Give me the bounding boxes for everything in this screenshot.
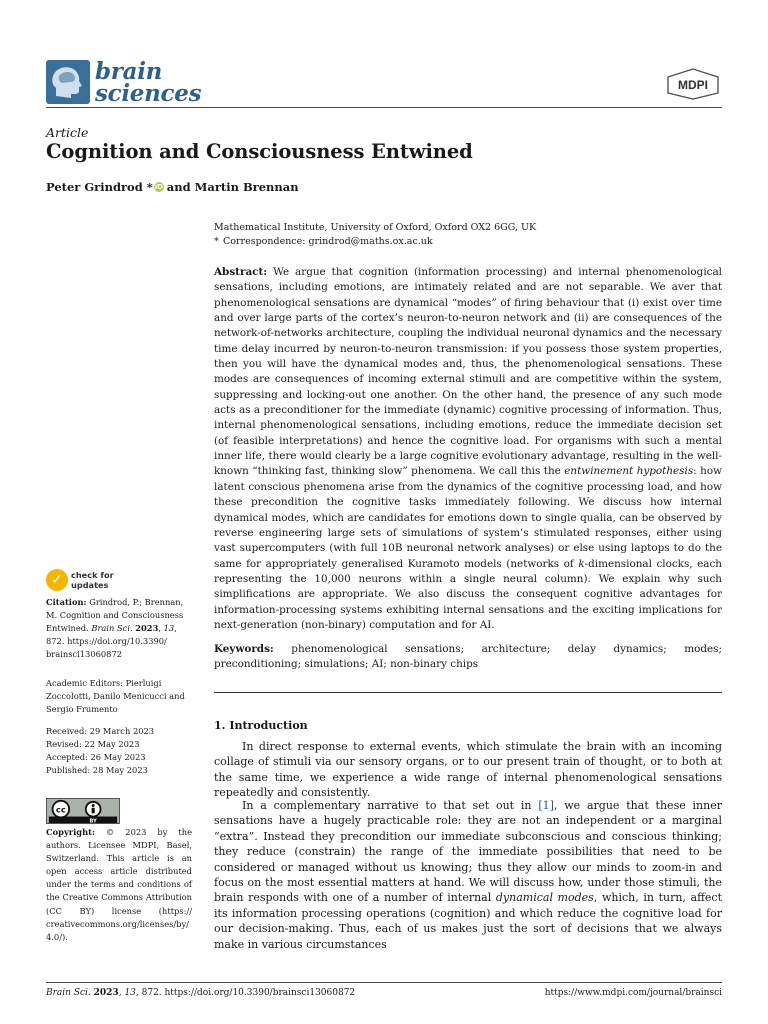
footer-citation: Brain Sci. 2023, 13, 872. https://doi.org/10.3390/brainsci13060872 (46, 988, 356, 998)
footer-volume: 13 (124, 988, 136, 998)
abstract-term: entwinement hypothesis (564, 465, 694, 478)
abstract-var: k (578, 557, 585, 570)
footer-journal-url[interactable]: https://www.mdpi.com/journal/brainsci (544, 988, 722, 998)
citation-doi[interactable]: , 872. https://doi.org/10.3390/ brainsci13060872 (46, 623, 177, 660)
citation-text: Grindrod, P.; Brennan, M. Cognition and Consciousness Entwined. (46, 597, 184, 634)
check-updates-line2: updates (71, 580, 109, 590)
citation-volume: 13 (163, 623, 175, 634)
intro-paragraph-2 (214, 798, 722, 952)
copyright-label: Copyright: (46, 827, 96, 837)
copyright-text: © 2023 by the authors. Licensee MDPI, Basel, Switzerland. This article is an open access article distributed under the terms and conditions of the Creative Commons Attribution (CC BY) license (https:// creativecommons.org/licenses/by/ 4.0/). (46, 827, 192, 942)
citation-journal: Brain Sci. (91, 623, 133, 634)
keywords-rule (214, 692, 722, 693)
correspondence-text: Correspondence: grindrod@maths.ox.ac.uk (223, 236, 433, 247)
copyright (46, 826, 192, 944)
dates (46, 725, 192, 777)
intro-paragraph-1: In direct response to external events, which stimulate the brain with an incoming collage of stimuli via our sensory organs, or to our present train of thought, or to both at the same time, we experience a wide range of internal phenomenological sensations repeatedly and consistently. (214, 740, 722, 800)
citation-text: , (158, 623, 164, 634)
intro-text: , which, in turn, affect its information processing operations (cognition) and which reduce the cognitive load for our decision-making. Thus, each of us makes just the sort of decisions that we always make in various circumstances (214, 891, 722, 951)
brain-sciences-logo-icon (46, 60, 90, 104)
reference-link[interactable]: [1] (538, 799, 554, 812)
footer-journal: Brain Sci. (46, 988, 91, 998)
citation-label: Citation: (46, 597, 87, 607)
abstract (214, 265, 722, 633)
cc-badge-label: BY (89, 818, 97, 824)
date-accepted: Accepted: 26 May 2023 (46, 752, 146, 763)
affiliation: Mathematical Institute, University of Oxford, Oxford OX2 6GG, UK (214, 222, 537, 233)
academic-editors: Academic Editors: Pierluigi Zoccolotti, Danilo Menicucci and Sergio Frumento (46, 678, 185, 715)
orcid-icon[interactable]: iD (154, 183, 163, 191)
checkmark-icon: ✓ (46, 569, 68, 591)
correspondence (214, 236, 433, 247)
date-received: Received: 29 March 2023 (46, 726, 155, 736)
keywords (214, 642, 722, 673)
abstract-text: We argue that cognition (information processing) and internal phenomenological sensations, including emotions, are intimately related and are not separable. We aver that phenomenological sensations are dynamical “modes” of firing behaviour that (i) exist over time and over large parts of the cortex’s neuron-to-neuron network and (ii) are consequences of the network-of-networks architecture, coupling the individual neuronal dynamics and the necessary time delay incurred by neuron-to-neuron transmission: if you possess those system properties, then you will have the dynamical modes and, thus, the phenomenological sensations. These modes are consequences of incoming external stimuli and are competitive within the system, suppressing and locking-out one another. On the other hand, the presence of any such mode acts as a preconditioner for the immediate (dynamic) cognitive processing of information. Thus, internal phenomenological sensations, including emotions, reduce the immediate decision set (of feasible interpretations) and hence the cognitive load. For organisms with such a mental inner life, there would clearly be a large cognitive evolutionary advantage, resulting in the well-known “thinking fast, thinking slow” phenomena. We call this the (214, 266, 722, 478)
footer-rule (46, 982, 722, 983)
journal-name-line2: sciences (95, 80, 202, 107)
correspondence-mark: * (214, 236, 219, 247)
author-name: Peter Grindrod * (46, 180, 153, 194)
mdpi-logo-icon (666, 68, 720, 100)
keywords-text: phenomenological sensations; architecture; delay dynamics; modes; preconditioning; simulations; AI; non-binary chips (214, 643, 722, 671)
svg-text:cc: cc (55, 804, 66, 815)
date-revised: Revised: 22 May 2023 (46, 739, 140, 750)
authors (46, 180, 299, 194)
abstract-text: : how latent conscious phenomena arise from the dynamics of the cognitive processing load, and how these precondition the cognitive tasks immediately following. We discuss how internal dynamical modes, which are candidates for emotions down to single qualia, can be observed by reverse engineering large sets of simulations of system’s stimulated responses, either using vast supercomputers (with full 10B neuronal network analyses) or else using laptops to do the same for appropriately generalised Kuramoto models (networks of (214, 465, 722, 570)
journal-name-line1: brain (95, 58, 163, 85)
citation-year: 2023 (135, 623, 159, 634)
author-name: and Martin Brennan (166, 180, 299, 194)
section-heading: 1. Introduction (214, 719, 308, 732)
intro-text: In a complementary narrative to that set out in (242, 799, 539, 812)
keywords-label: Keywords: (214, 643, 274, 655)
check-updates-line1: check for (71, 570, 114, 580)
check-for-updates-button[interactable] (46, 569, 136, 593)
citation (46, 596, 192, 661)
footer-doi[interactable]: , 872. https://doi.org/10.3390/brainsci13060872 (135, 988, 356, 998)
page-title: Cognition and Consciousness Entwined (46, 140, 473, 163)
article-type: Article (46, 125, 89, 140)
publisher-name: MDPI (678, 78, 708, 92)
cc-by-license-icon[interactable] (46, 798, 120, 824)
header-rule (46, 107, 722, 108)
abstract-text: -dimensional clocks, each representing the 10,000 neurons within a single neural column). We explain why such simplifications are appropriate. We also discuss the consequent cognitive advantages for information-processing systems exhibiting internal sensations and the exciting implications for next-generation (non-binary) computation and for AI. (214, 557, 722, 631)
footer-year: 2023 (93, 988, 119, 998)
intro-text: , we argue that these inner sensations have a hugely practicable role: they are not an independent or a marginal “extra”. Instead they precondition our immediate subconscious and conscious thinking; they reduce (constrain) the range of the immediate possibilities that need to be considered or managed without us knowing; thus they allow our minds to zoom-in and focus on the most essential matters at hand. We will discuss how, under those stimuli, the brain responds with one of a number of internal (214, 799, 722, 905)
intro-term: dynamical modes (495, 891, 594, 905)
date-published: Published: 28 May 2023 (46, 765, 148, 776)
abstract-label: Abstract: (214, 266, 268, 278)
